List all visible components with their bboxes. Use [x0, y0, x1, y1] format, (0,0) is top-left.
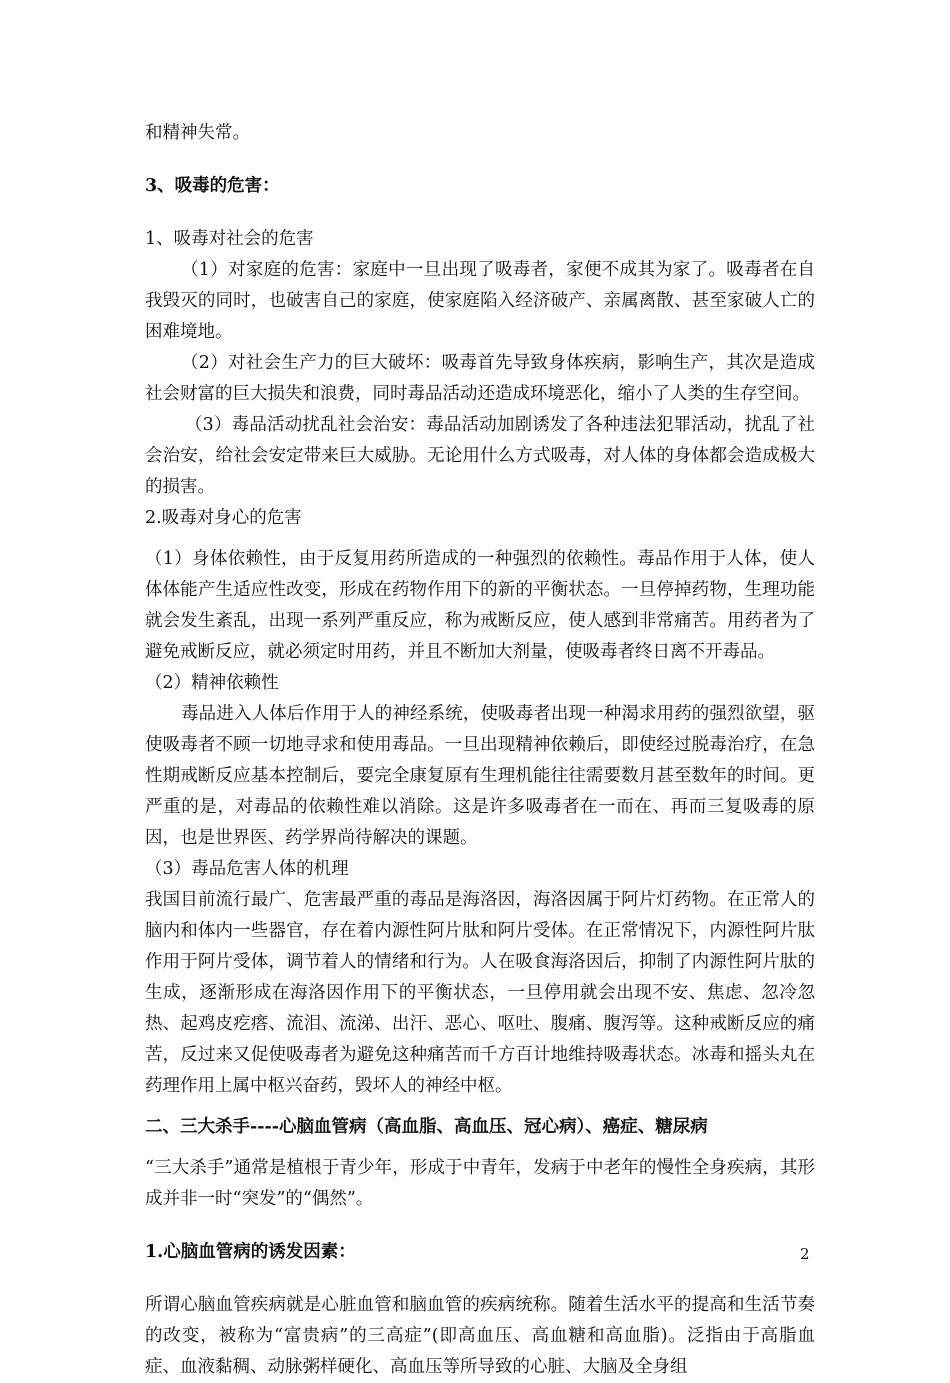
paragraph-family-harm: （1）对家庭的危害：家庭中一旦出现了吸毒者，家便不成其为家了。吸毒者在自我毁灭的同时，也破害自己的家庭，使家庭陷入经济破产、亲属离散、甚至家破人亡的困难境地。 [145, 260, 815, 342]
paragraph-continuation: 和精神失常。 [145, 123, 250, 143]
subheading-body-mind-harm: 2.吸毒对身心的危害 [145, 508, 302, 528]
section-heading-three-killers: 二、三大杀手----心脑血管病（高血脂、高血压、冠心病）、癌症、糖尿病 [145, 1117, 708, 1137]
page-number: 2 [800, 1245, 810, 1263]
document-page [145, 118, 815, 1383]
subheading-mechanism: （3）毒品危害人体的机理 [145, 859, 349, 879]
subheading-social-harm: 1、吸毒对社会的危害 [145, 229, 314, 249]
subheading-mental-dependence: （2）精神依赖性 [145, 673, 279, 693]
paragraph-mental-dependence: 毒品进入人体后作用于人的神经系统，使吸毒者出现一种渴求用药的强烈欲望，驱使吸毒者不顾一切地寻求和使用毒品。一旦出现精神依赖后，即使经过脱毒治疗，在急性期戒断反应基本控制后，要完全康复原有生理机能往往需要数月甚至数年的时间。更严重的是，对毒品的依赖性难以消除。这是许多吸毒者在一而在、再而三复吸毒的原因，也是世界医、药学界尚待解决的课题。 [145, 704, 815, 848]
paragraph-public-order-harm: （3）毒品活动扰乱社会治安：毒品活动加剧诱发了各种违法犯罪活动，扰乱了社会治安，给社会安定带来巨大威胁。无论用什么方式吸毒，对人体的身体都会造成极大的损害。 [145, 415, 815, 497]
paragraph-physical-dependence: （1）身体依赖性，由于反复用药所造成的一种强烈的依赖性。毒品作用于人体，使人体体能产生适应性改变，形成在药物作用下的新的平衡状态。一旦停掉药物，生理功能就会发生紊乱，出现一系列严重反应，称为戒断反应，使人感到非常痛苦。用药者为了避免戒断反应，就必须定时用药，并且不断加大剂量，使吸毒者终日离不开毒品。 [145, 549, 815, 662]
paragraph-cardio-definition: 所谓心脑血管疾病就是心脏血管和脑血管的疾病统称。随着生活水平的提高和生活节奏的改变，被称为“富贵病”的三高症”(即高血压、高血糖和高血脂)。泛指由于高脂血症、血液黏稠、动脉粥样硬化、高血压等所导致的心脏、大脑及全身组 [145, 1295, 815, 1377]
subheading-cardio-causes: 1.心脑血管病的诱发因素： [145, 1242, 356, 1262]
paragraph-three-killers: “三大杀手”通常是植根于青少年，形成于中青年，发病于中老年的慢性全身疾病，其形成并非一时“突发”的“偶然”。 [145, 1158, 815, 1209]
paragraph-productivity-harm: （2）对社会生产力的巨大破坏：吸毒首先导致身体疾病，影响生产，其次是造成社会财富的巨大损失和浪费，同时毒品活动还造成环境恶化，缩小了人类的生存空间。 [145, 353, 815, 404]
paragraph-mechanism: 我国目前流行最广、危害最严重的毒品是海洛因，海洛因属于阿片灯药物。在正常人的脑内和体内一些器官，存在着内源性阿片肽和阿片受体。在正常情况下，内源性阿片肽作用于阿片受体，调节着人的情绪和行为。人在吸食海洛因后，抑制了内源性阿片肽的生成，逐渐形成在海洛因作用下的平衡状态，一旦停用就会出现不安、焦虑、忽冷忽热、起鸡皮疙瘩、流泪、流涕、出汗、恶心、呕吐、腹痛、腹泻等。这种戒断反应的痛苦，反过来又促使吸毒者为避免这种痛苦而千方百计地维持吸毒状态。冰毒和摇头丸在药理作用上属中枢兴奋药，毁坏人的神经中枢。 [145, 890, 815, 1096]
section-heading-drug-harm: 3、吸毒的危害： [145, 176, 280, 196]
